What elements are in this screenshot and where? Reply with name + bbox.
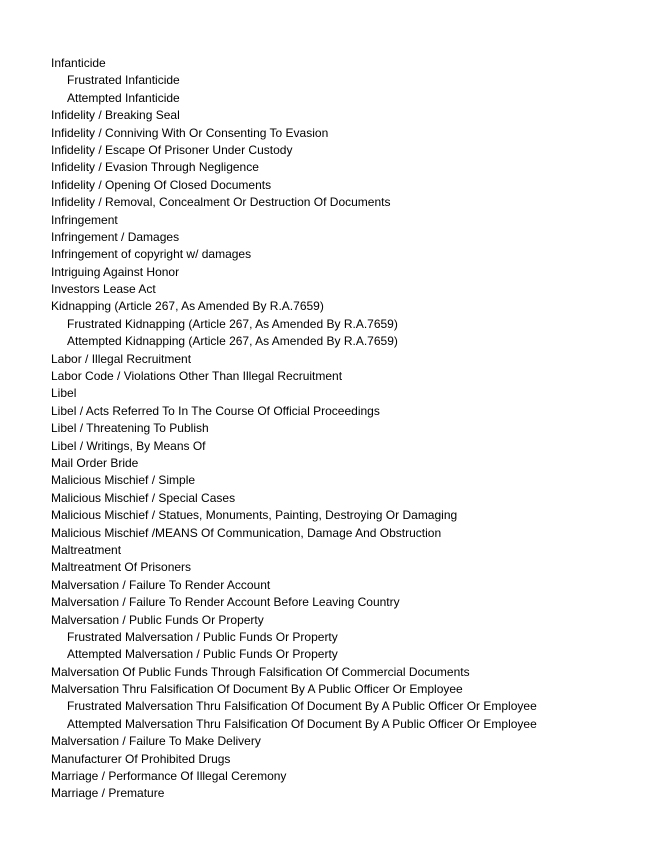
list-item: Maltreatment	[51, 542, 122, 557]
offense-list	[51, 55, 537, 803]
list-item: Mail Order Bride	[51, 455, 139, 470]
list-item: Infringement	[51, 212, 118, 227]
list-item: Infidelity / Conniving With Or Consenting To Evasion	[51, 125, 329, 140]
list-item: Malicious Mischief / Special Cases	[51, 490, 236, 505]
list-item: Malversation / Failure To Make Delivery	[51, 734, 261, 749]
list-item: Intriguing Against Honor	[51, 264, 180, 279]
list-item: Infidelity / Evasion Through Negligence	[51, 160, 259, 175]
list-item: Malicious Mischief / Simple	[51, 473, 196, 488]
list-item: Libel / Acts Referred To In The Course Of Official Proceedings	[51, 403, 380, 418]
list-item: Marriage / Performance Of Illegal Ceremony	[51, 769, 287, 784]
list-item: Malversation / Failure To Render Account	[51, 577, 271, 592]
list-item: Infringement of copyright w/ damages	[51, 247, 252, 262]
list-item: Infidelity / Breaking Seal	[51, 108, 180, 123]
list-item: Infanticide	[51, 56, 106, 70]
list-item: Marriage / Premature	[51, 786, 165, 801]
list-item: Infidelity / Escape Of Prisoner Under Custody	[51, 142, 293, 157]
list-item: Manufacturer Of Prohibited Drugs	[51, 751, 231, 766]
list-item: Libel	[51, 386, 77, 401]
list-item: Malicious Mischief /MEANS Of Communication, Damage And Obstruction	[51, 525, 442, 540]
list-item: Malversation Of Public Funds Through Falsification Of Commercial Documents	[51, 664, 470, 679]
list-item: Malversation Thru Falsification Of Document By A Public Officer Or Employee	[51, 682, 463, 697]
list-subitem: Frustrated Malversation / Public Funds Or Property	[67, 629, 338, 644]
list-item: Libel / Writings, By Means Of	[51, 438, 206, 453]
list-subitem: Attempted Kidnapping (Article 267, As Amended By R.A.7659)	[67, 334, 398, 349]
list-item: Malversation / Failure To Render Account Before Leaving Country	[51, 595, 400, 610]
list-item: Labor Code / Violations Other Than Illegal Recruitment	[51, 369, 343, 384]
list-item: Libel / Threatening To Publish	[51, 421, 209, 436]
list-subitem: Frustrated Malversation Thru Falsification Of Document By A Public Officer Or Employee	[67, 699, 537, 714]
list-item: Investors Lease Act	[51, 282, 156, 297]
list-subitem: Frustrated Kidnapping (Article 267, As Amended By R.A.7659)	[67, 316, 398, 331]
list-item: Malversation / Public Funds Or Property	[51, 612, 264, 627]
list-subitem: Attempted Malversation Thru Falsification Of Document By A Public Officer Or Employee	[67, 716, 537, 731]
list-subitem: Attempted Infanticide	[67, 90, 180, 105]
list-item: Infidelity / Removal, Concealment Or Destruction Of Documents	[51, 195, 391, 210]
list-item: Labor / Illegal Recruitment	[51, 351, 192, 366]
list-subitem: Attempted Malversation / Public Funds Or Property	[67, 647, 338, 662]
list-item: Malicious Mischief / Statues, Monuments, Painting, Destroying Or Damaging	[51, 508, 458, 523]
list-item: Infidelity / Opening Of Closed Documents	[51, 177, 272, 192]
list-item: Infringement / Damages	[51, 229, 180, 244]
list-item: Maltreatment Of Prisoners	[51, 560, 192, 575]
list-item: Kidnapping (Article 267, As Amended By R.A.7659)	[51, 299, 324, 314]
list-subitem: Frustrated Infanticide	[67, 73, 180, 88]
